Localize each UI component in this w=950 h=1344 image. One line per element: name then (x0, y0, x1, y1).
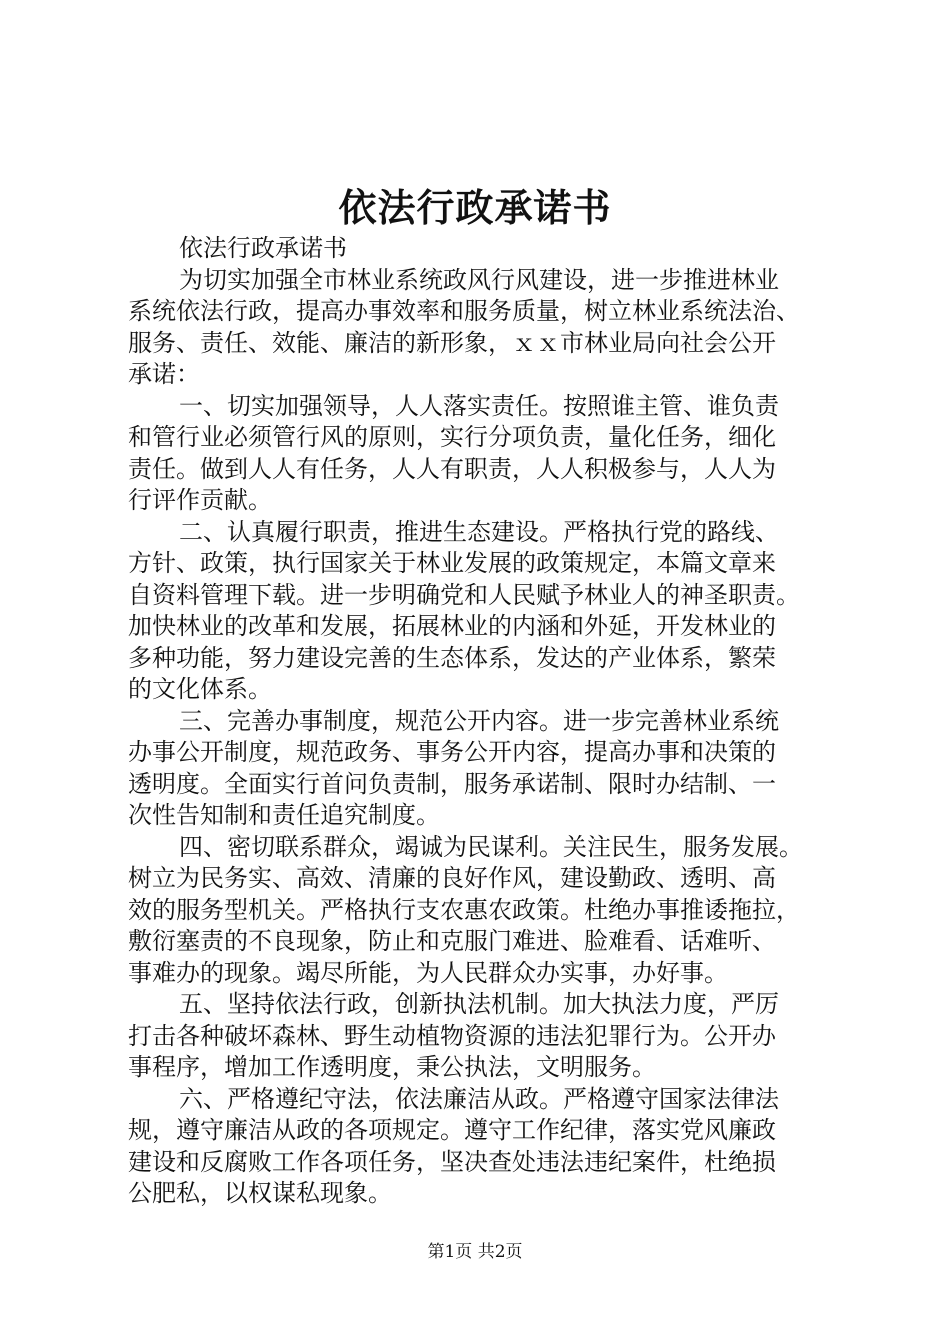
body-line: 规，遵守廉洁从政的各项规定。遵守工作纪律，落实党风廉政 (128, 1116, 776, 1144)
body-line: 建设和反腐败工作各项任务，坚决查处违法违纪案件，杜绝损 (128, 1147, 776, 1176)
body-line: 一、切实加强领导，人人落实责任。按照谁主管、谁负责 (179, 391, 779, 420)
body-line: 方针、政策，执行国家关于林业发展的政策规定，本篇文章来 (128, 549, 776, 577)
body-line: 树立为民务实、高效、清廉的良好作风，建设勤政、透明、高 (128, 864, 776, 892)
body-line: 为切实加强全市林业系统政风行风建设，进一步推进林业 (179, 265, 779, 294)
body-line: 服务、责任、效能、廉洁的新形象，ｘｘ市林业局向社会公开 (128, 328, 776, 357)
body-line: 多种功能，努力建设完善的生态体系，发达的产业体系，繁荣 (128, 643, 776, 672)
body-line: 三、完善办事制度，规范公开内容。进一步完善林业系统 (179, 706, 779, 735)
body-line: 责任。做到人人有任务，人人有职责，人人积极参与，人人为 (128, 454, 776, 483)
body-line: 效的服务型机关。严格执行支农惠农政策。杜绝办事推诿拖拉， (128, 895, 800, 924)
body-line: 二、认真履行职责，推进生态建设。严格执行党的路线、 (179, 517, 779, 546)
body-line: 行评作贡献。 (128, 486, 272, 514)
body-line: 次性告知制和责任追究制度。 (128, 801, 440, 829)
document-title: 依法行政承诺书 (338, 185, 612, 230)
body-line: 事程序，增加工作透明度，秉公执法，文明服务。 (128, 1053, 656, 1081)
body-line: 敷衍塞责的不良现象，防止和克服门难进、脸难看、话难听、 (128, 927, 776, 955)
body-line: 打击各种破坏森林、野生动植物资源的违法犯罪行为。公开办 (128, 1021, 776, 1050)
body-line: 依法行政承诺书 (179, 234, 347, 262)
body-line: 六、严格遵纪守法，依法廉洁从政。严格遵守国家法律法 (179, 1084, 779, 1113)
page-footer: 第1页 共2页 (427, 1242, 523, 1262)
body-line: 透明度。全面实行首问负责制，服务承诺制、限时办结制、一 (128, 769, 776, 798)
body-line: 自资料管理下载。进一步明确党和人民赋予林业人的神圣职责。 (128, 580, 800, 609)
body-line: 系统依法行政，提高办事效率和服务质量，树立林业系统法治、 (128, 297, 800, 325)
body-line: 的文化体系。 (128, 675, 272, 703)
body-line: 办事公开制度，规范政务、事务公开内容，提高办事和决策的 (128, 738, 776, 766)
body-line: 和管行业必须管行风的原则，实行分项负责，量化任务，细化 (128, 423, 776, 451)
document-body (128, 233, 828, 1210)
body-line: 五、坚持依法行政，创新执法机制。加大执法力度，严厉 (179, 990, 779, 1018)
body-line: 公肥私，以权谋私现象。 (128, 1179, 392, 1207)
body-line: 加快林业的改革和发展，拓展林业的内涵和外延，开发林业的 (128, 612, 776, 640)
body-line: 事难办的现象。竭尽所能，为人民群众办实事，办好事。 (128, 958, 728, 987)
body-line: 四、密切联系群众，竭诚为民谋利。关注民生，服务发展。 (179, 832, 803, 861)
body-line: 承诺： (128, 360, 200, 388)
